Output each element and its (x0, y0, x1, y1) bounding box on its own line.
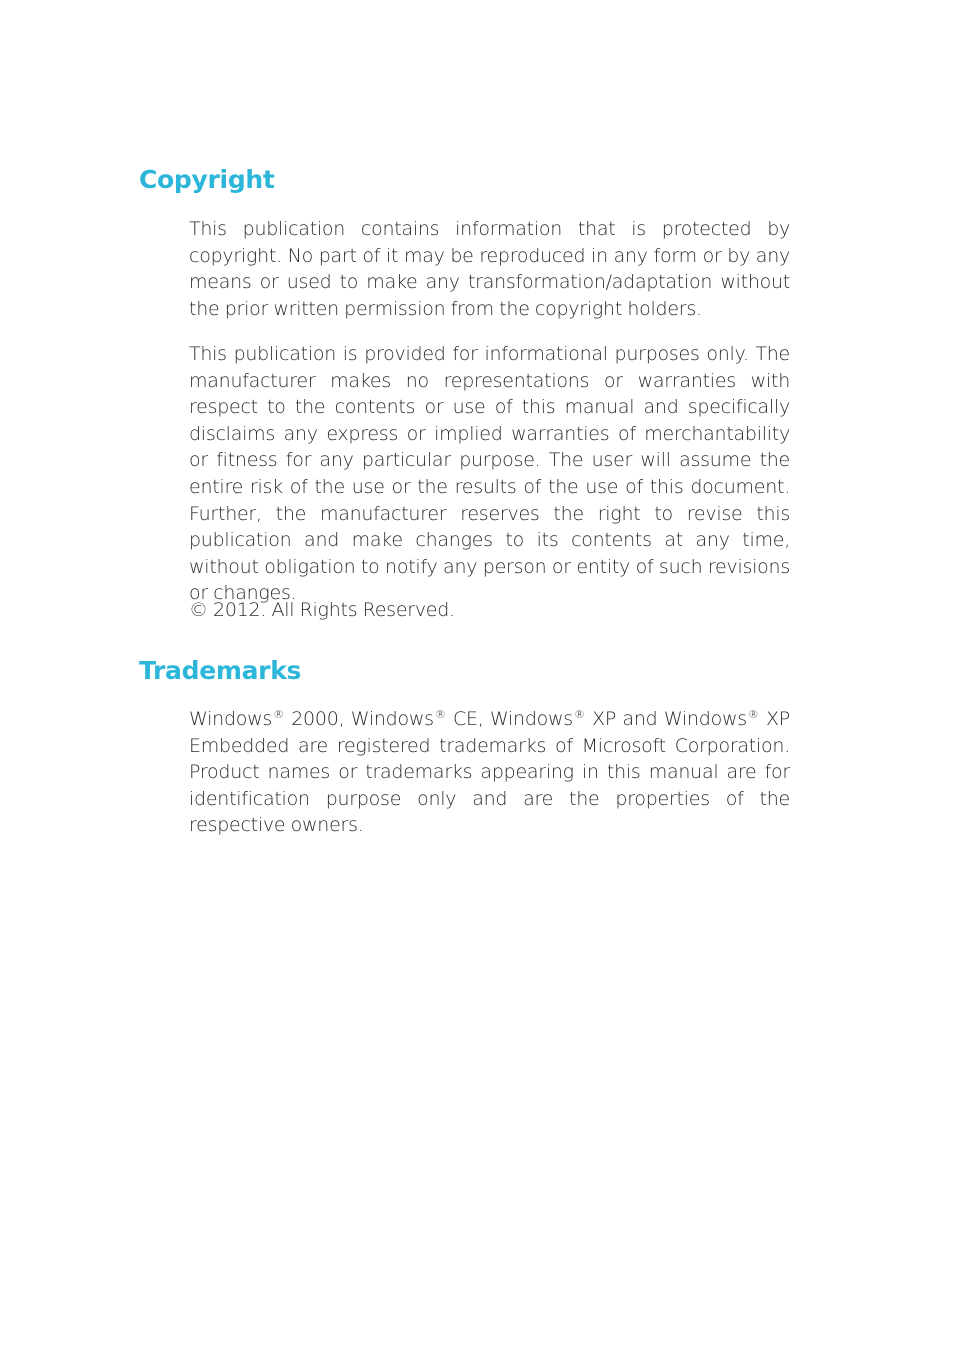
copyright-heading: Copyright (139, 165, 275, 194)
registered-mark: ® (273, 708, 284, 721)
trademark-text: XP and Windows (585, 708, 747, 730)
trademark-text: CE, Windows (446, 708, 573, 730)
copyright-paragraph-2: This publication is provided for informational purposes only. The manufacturer makes no representations or warranties with respect to the contents or use of this manual and specifically disclaims any express or implied warranties of merchantability or fitness for any particular purpose. The user will assume the entire risk of the use or the results of the use of this document. Further, the manufacturer reserves the right to revise this publication and make changes to its contents at any time, without obligation to notify any person or entity of such revisions or changes. (189, 343, 790, 605)
trademarks-paragraph (189, 706, 790, 839)
registered-mark: ® (434, 708, 446, 721)
trademarks-heading: Trademarks (139, 656, 302, 685)
registered-mark: ® (747, 708, 759, 721)
copyright-paragraph-1: This publication contains information that is protected by copyright. No part of it may be reproduced in any form or by any means or used to make any transformation/adaptation without the prior written permission from the copyright holders. (189, 218, 790, 320)
trademark-text: Windows (189, 708, 273, 730)
trademark-text: XP Embedded are registered trademarks of Microsoft Corporation. Product names or trademarks appearing in this manual are for identification purpose only and are the properties of the respective owners. (189, 708, 790, 837)
copyright-notice: © 2012. All Rights Reserved. (189, 599, 455, 621)
registered-mark: ® (573, 708, 585, 721)
trademark-text: 2000, Windows (284, 708, 434, 730)
